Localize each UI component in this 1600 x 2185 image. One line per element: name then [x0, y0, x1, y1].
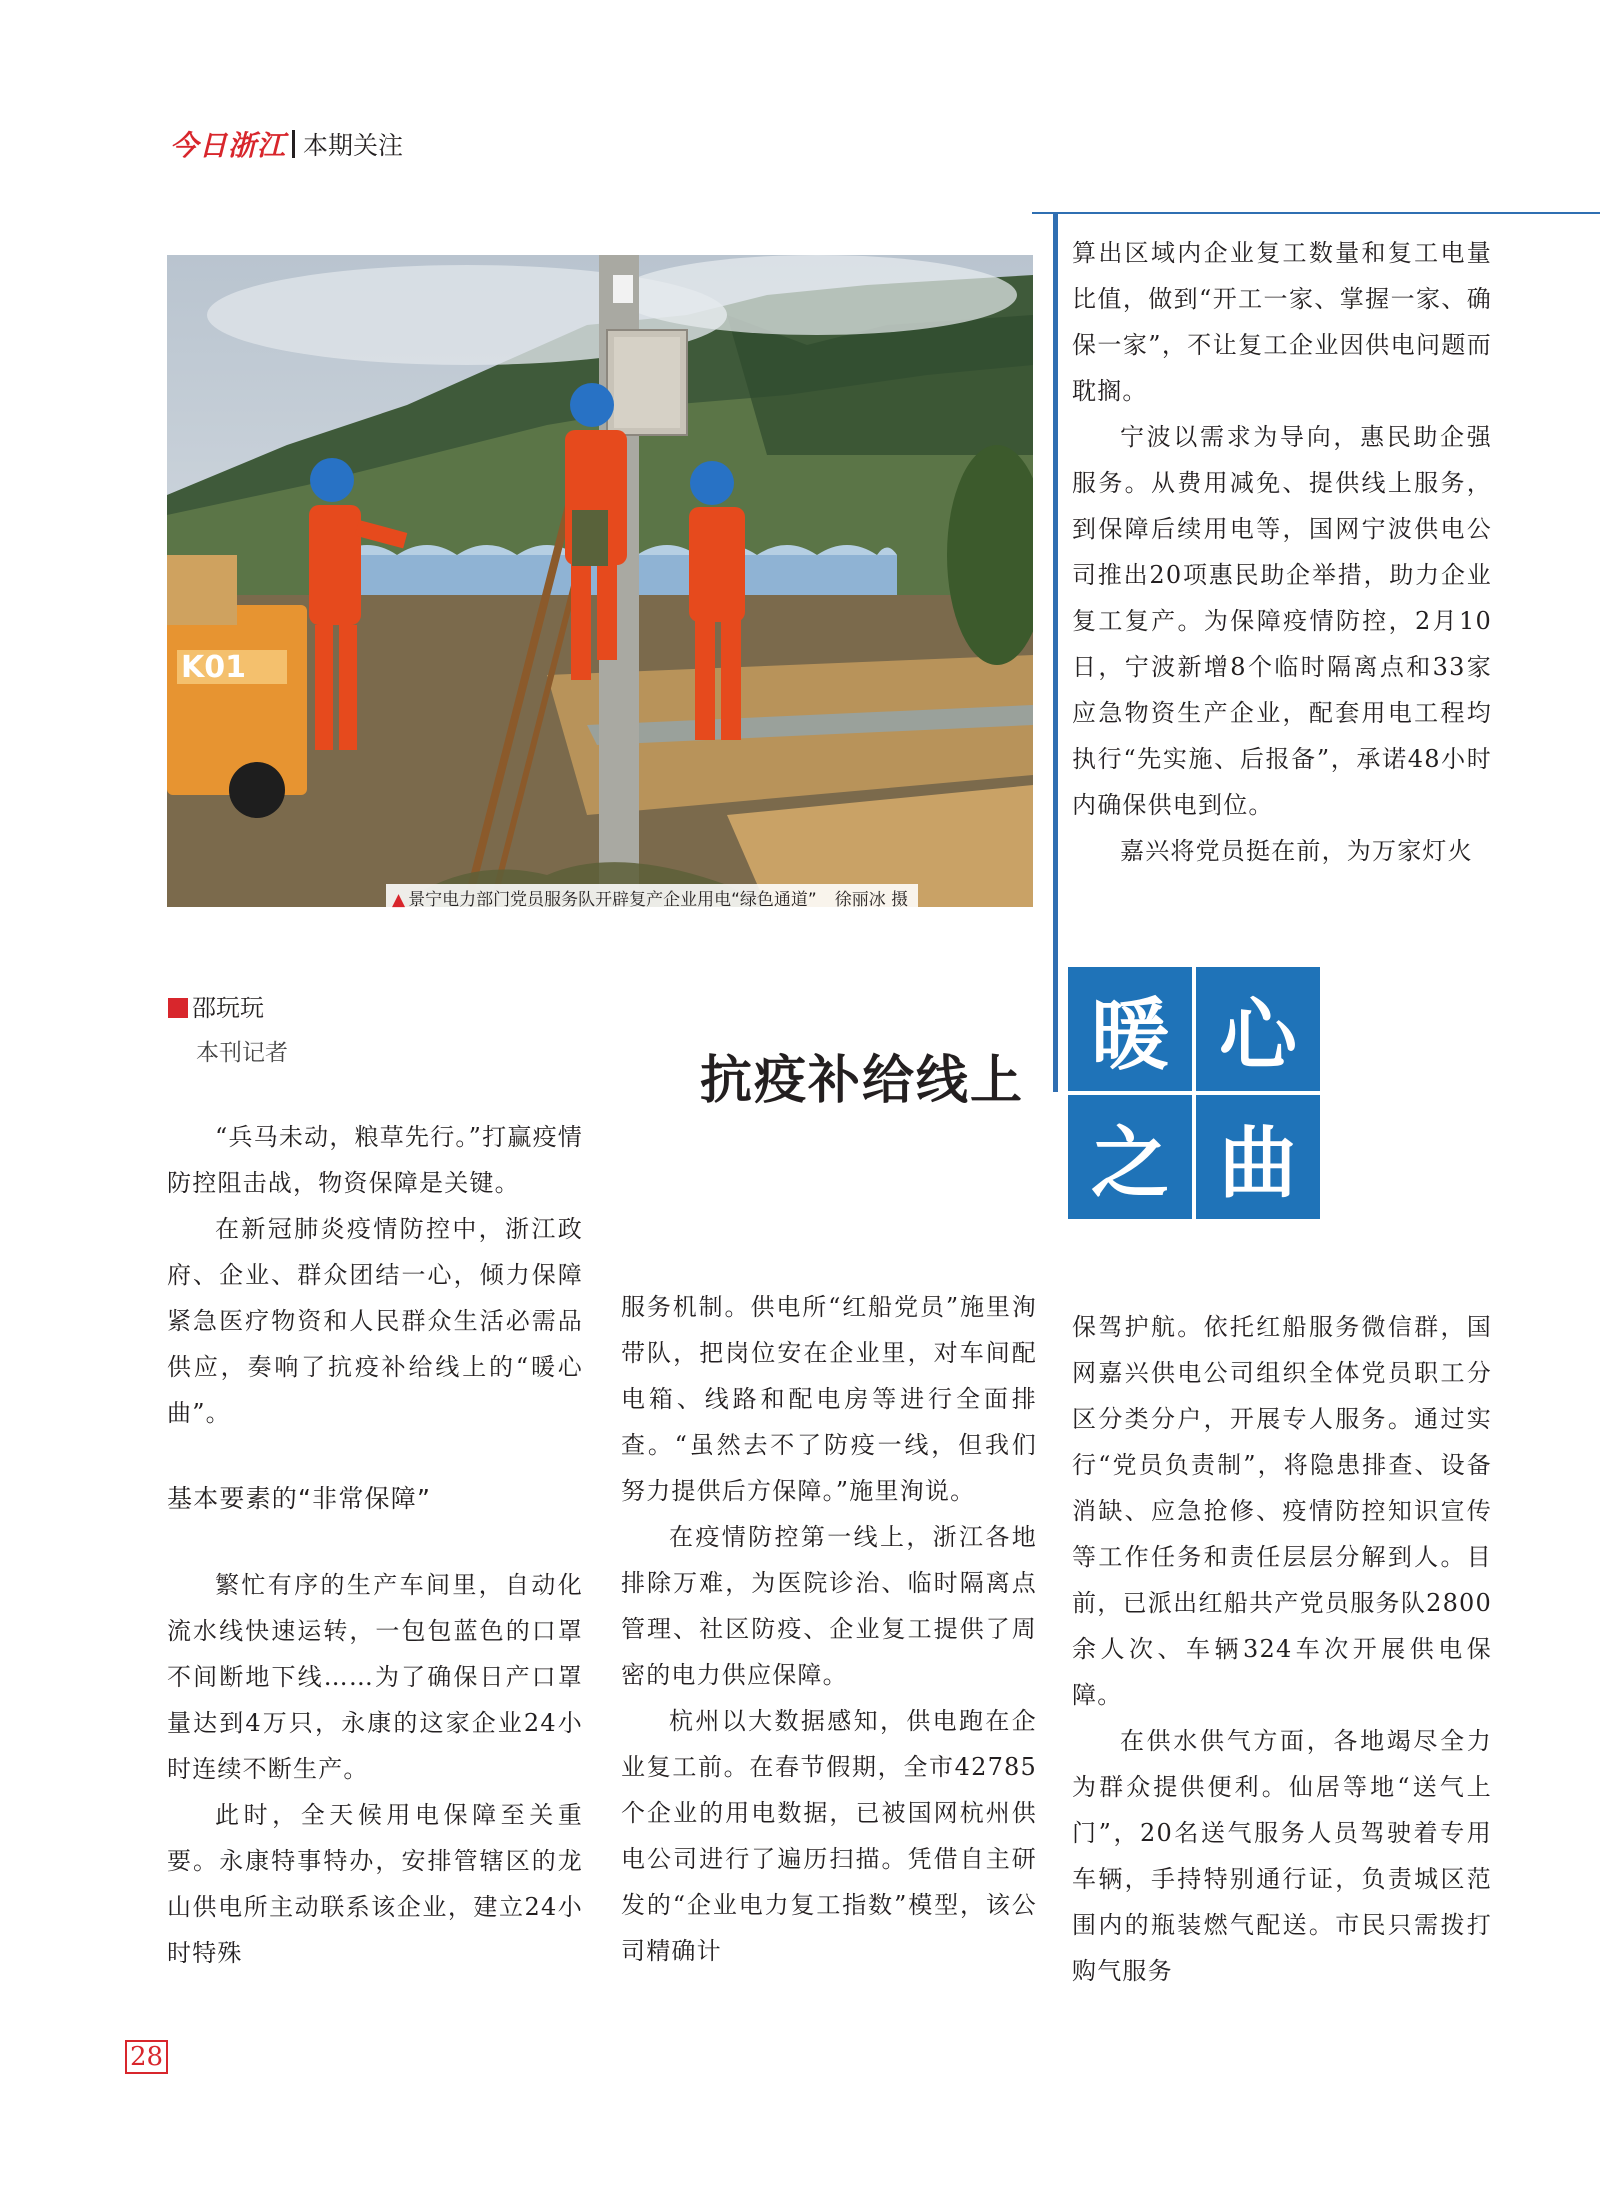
photo-credit: 徐丽冰 摄	[834, 890, 909, 910]
paragraph: 杭州以大数据感知，供电跑在企业复工前。在春节假期，全市42785个企业的用电数据，已被国网杭州供电公司进行了遍历扫描。凭借自主研发的“企业电力复工指数”模型，该公司精确计	[621, 1707, 1037, 1965]
author-role: 本刊记者	[196, 1040, 288, 1066]
paragraph: 此时，全天候用电保障至关重要。永康特事特办，安排管辖区的龙山供电所主动联系该企业，建立24小时特殊	[167, 1801, 583, 1967]
paragraph: 嘉兴将党员挺在前，为万家灯火	[1120, 837, 1473, 865]
page-number: 28	[125, 2040, 168, 2074]
text-column-left	[167, 1114, 583, 1976]
paragraph: 算出区域内企业复工数量和复工电量比值，做到“开工一家、掌握一家、确保一家”，不让复工企业因供电问题而耽搁。	[1072, 239, 1492, 405]
text-column-middle	[621, 1284, 1037, 1974]
title-tile: 暖	[1068, 967, 1192, 1091]
paragraph: 在新冠肺炎疫情防控中，浙江政府、企业、群众团结一心，倾力保障紧急医疗物资和人民群众生活必需品供应，奏响了抗疫补给线上的“暖心曲”。	[167, 1215, 583, 1427]
title-tile: 之	[1068, 1095, 1192, 1219]
photo-illustration	[167, 255, 1033, 907]
paragraph: “兵马未动，粮草先行。”打赢疫情防控阻击战，物资保障是关键。	[167, 1123, 583, 1197]
caption-text: 景宁电力部门党员服务队开辟复产企业用电“绿色通道”	[408, 890, 817, 910]
paragraph: 宁波以需求为导向，惠民助企强服务。从费用减免、提供线上服务，到保障后续用电等，国网宁波供电公司推出20项惠民助企举措，助力企业复工复产。为保障疫情防控，2月10日，宁波新增8个临时隔离点和33家应急物资生产企业，配套用电工程均执行“先实施、后报备”，承诺48小时内确保供电到位。	[1072, 423, 1492, 819]
paragraph: 在供水供气方面，各地竭尽全力为群众提供便利。仙居等地“送气上门”，20名送气服务人员驾驶着专用车辆，手持特别通行证，负责城区范围内的瓶装燃气配送。市民只需拨打购气服务	[1072, 1727, 1492, 1985]
caption-triangle-icon: ▲	[392, 890, 406, 910]
feature-photo	[167, 255, 1033, 907]
magazine-logo: 今日浙江	[170, 129, 287, 162]
title-tile: 心	[1196, 967, 1320, 1091]
article-title: 抗疫补给线上	[700, 1050, 1025, 1111]
paragraph: 保驾护航。依托红船服务微信群，国网嘉兴供电公司组织全体党员职工分区分类分户，开展专人服务。通过实行“党员负责制”，将隐患排查、设备消缺、应急抢修、疫情防控知识宣传等工作任务和责任层层分解到人。目前，已派出红船共产党员服务队2800余人次、车辆324车次开展供电保障。	[1072, 1313, 1492, 1709]
red-square-icon	[168, 998, 188, 1018]
top-rule-line	[1032, 212, 1600, 214]
section-label: 本期关注	[303, 131, 404, 160]
title-tile: 曲	[1196, 1095, 1320, 1219]
paragraph: 服务机制。供电所“红船党员”施里洵带队，把岗位安在企业里，对车间配电箱、线路和配电房等进行全面排查。“虽然去不了防疫一线，但我们努力提供后方保障。”施里洵说。	[621, 1293, 1037, 1505]
header-divider	[292, 130, 295, 158]
paragraph: 繁忙有序的生产车间里，自动化流水线快速运转，一包包蓝色的口罩不间断地下线……为了确保日产口罩量达到4万只，永康的这家企业24小时连续不断生产。	[167, 1571, 583, 1783]
page-header	[170, 124, 403, 164]
text-column-right-top	[1072, 230, 1492, 874]
section-heading: 基本要素的“非常保障”	[167, 1484, 432, 1513]
text-column-right-bottom	[1072, 1304, 1492, 1994]
paragraph: 在疫情防控第一线上，浙江各地排除万难，为医院诊治、临时隔离点管理、社区防疫、企业复工提供了周密的电力供应保障。	[621, 1523, 1037, 1689]
author-name: 邵玩玩	[192, 994, 264, 1022]
author-byline	[168, 988, 264, 1023]
truck-plate-text: K01	[181, 650, 246, 685]
column-rule-line	[1053, 212, 1058, 1092]
photo-caption	[386, 884, 918, 911]
